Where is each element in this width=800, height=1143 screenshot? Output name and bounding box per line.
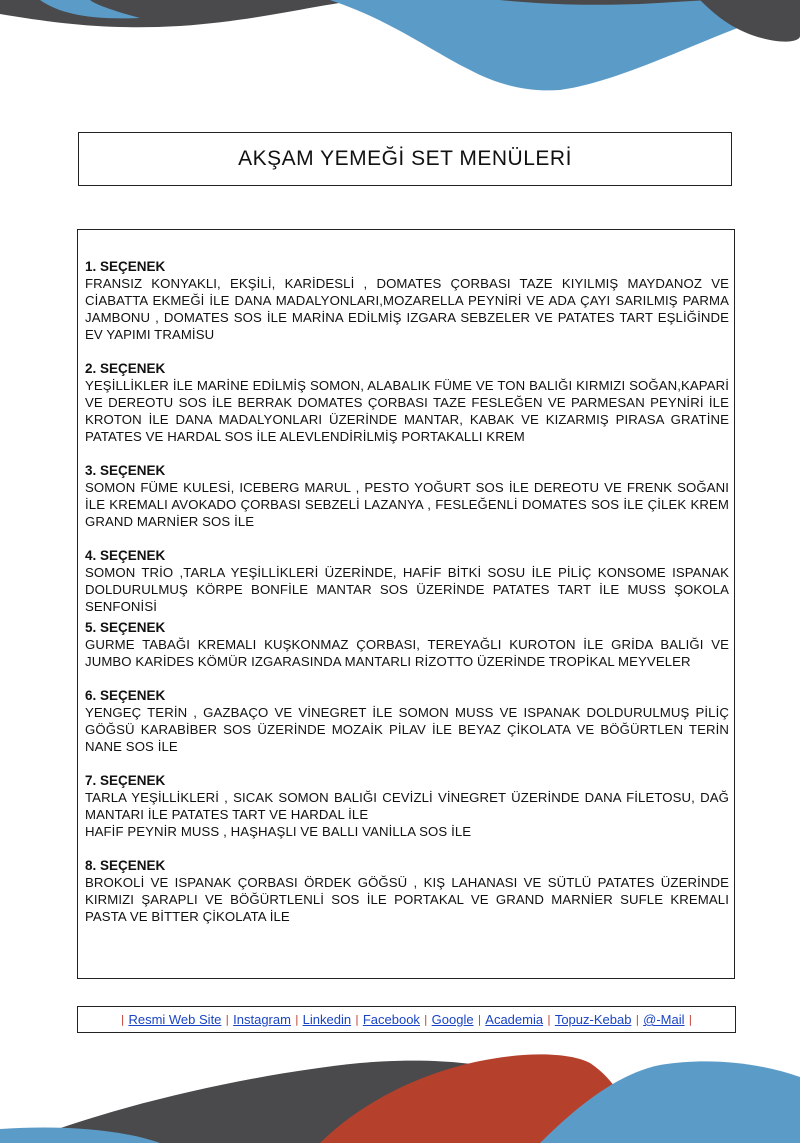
- option-description: YENGEÇ TERİN , GAZBAÇO VE VİNEGRET İLE SOMON MUSS VE ISPANAK DOLDURULMUŞ PİLİÇ GÖĞSÜ KARABİBER SOS ÜZERİNDE MOZAİK PİLAV İLE BEYAZ ÇİKOLATA VE BÖĞÜRTLEN TERİN NANE SOS İLE: [85, 705, 729, 754]
- option-heading: 1. SEÇENEK: [85, 259, 166, 274]
- link-separator: |: [225, 1013, 230, 1026]
- option-description: YEŞİLLİKLER İLE MARİNE EDİLMİŞ SOMON, ALABALIK FÜME VE TON BALIĞI KIRMIZI SOĞAN,KAPARİ VE DEREOTU SOS İLE BERRAK DOMATES ÇORBASI TAZE FESLEĞEN VE PARMESAN PEYNİRİ İLE KROTON İLE DANA MADALYONLARI ÜZERİNDE MANTAR, KABAK VE KIZARMIŞ PIRASA GRATİNE PATATES VE HARDAL SOS İLE ALEVLENDİRİLMİŞ PORTAKALLI KREM: [85, 378, 729, 444]
- link-official-website[interactable]: Resmi Web Site: [128, 1012, 222, 1027]
- menu-option-6: [85, 687, 729, 755]
- option-description: FRANSIZ KONYAKLI, EKŞİLİ, KARİDESLİ , DOMATES ÇORBASI TAZE KIYILMIŞ MAYDANOZ VE CİABATTA EKMEĞİ İLE DANA MADALYONLARI,MOZARELLA PEYNİRİ VE ADA ÇAYI SARILMIŞ PARMA JAMBONU , DOMATES SOS İLE MARİNA EDİLMİŞ IZGARA SEBZELER VE PATATES TART EŞLİĞİNDE EV YAPIMI TRAMİSU: [85, 276, 729, 342]
- link-separator: |: [688, 1013, 693, 1026]
- link-separator: |: [120, 1013, 125, 1026]
- menu-option-8: [85, 857, 729, 925]
- link-separator: |: [294, 1013, 299, 1026]
- link-instagram[interactable]: Instagram: [233, 1012, 291, 1027]
- menu-option-2: [85, 360, 729, 445]
- menu-option-7: [85, 772, 729, 840]
- option-description: SOMON FÜME KULESİ, ICEBERG MARUL , PESTO YOĞURT SOS İLE DEREOTU VE FRENK SOĞANI İLE KREMALI AVOKADO ÇORBASI SEBZELİ LAZANYA , FESLEĞENLİ DOMATES SOS İLE ÇİLEK KREM GRAND MARNİER SOS İLE: [85, 480, 729, 529]
- link-linkedin[interactable]: Linkedin: [302, 1012, 352, 1027]
- option-description-extra: HAFİF PEYNİR MUSS , HAŞHAŞLI VE BALLI VANİLLA SOS İLE: [85, 824, 472, 839]
- option-description: BROKOLİ VE ISPANAK ÇORBASI ÖRDEK GÖĞSÜ , KIŞ LAHANASI VE SÜTLÜ PATATES ÜZERİNDE KIRMIZI ŞARAPLI VE BÖĞÜRTLENLİ SOS İLE PORTAKAL VE GRAND MARNİER SUFLE KREMALI PASTA VE BİTTER ÇİKOLATA İLE: [85, 875, 729, 924]
- link-academia[interactable]: Academia: [485, 1012, 544, 1027]
- link-google[interactable]: Google: [431, 1012, 474, 1027]
- link-facebook[interactable]: Facebook: [362, 1012, 420, 1027]
- option-heading: 6. SEÇENEK: [85, 688, 166, 703]
- footer-decoration: [0, 1033, 800, 1143]
- link-topuz-kebab[interactable]: Topuz-Kebab: [554, 1012, 632, 1027]
- menu-option-4: [85, 547, 729, 615]
- link-separator: |: [423, 1013, 428, 1026]
- link-email[interactable]: @-Mail: [643, 1012, 685, 1027]
- option-heading: 8. SEÇENEK: [85, 858, 166, 873]
- menu-option-3: [85, 462, 729, 530]
- option-description: GURME TABAĞI KREMALI KUŞKONMAZ ÇORBASI, TEREYAĞLI KUROTON İLE GRİDA BALIĞI VE JUMBO KARİDES KÖMÜR IZGARASINDA MANTARLI RİZOTTO ÜZERİNDE TROPİKAL MEYVELER: [85, 637, 729, 669]
- option-heading: 5. SEÇENEK: [85, 620, 166, 635]
- option-heading: 2. SEÇENEK: [85, 361, 166, 376]
- title-box: [78, 132, 732, 186]
- menu-option-5: [85, 619, 729, 670]
- link-separator: |: [635, 1013, 640, 1026]
- option-heading: 4. SEÇENEK: [85, 548, 166, 563]
- menu-options-box: [77, 229, 735, 979]
- footer-link-bar: [77, 1006, 736, 1033]
- header-decoration: [0, 0, 800, 100]
- option-heading: 3. SEÇENEK: [85, 463, 166, 478]
- option-heading: 7. SEÇENEK: [85, 773, 166, 788]
- page-title: AKŞAM YEMEĞİ SET MENÜLERİ: [238, 147, 572, 170]
- option-description: SOMON TRİO ,TARLA YEŞİLLİKLERİ ÜZERİNDE, HAFİF BİTKİ SOSU İLE PİLİÇ KONSOME ISPANAK DOLDURULMUŞ KÖRPE BONFİLE MANTAR SOS ÜZERİNDE PATATES TART İLE MUSS ŞOKOLA SENFONİSİ: [85, 565, 729, 614]
- link-separator: |: [355, 1013, 359, 1026]
- link-separator: |: [547, 1013, 551, 1026]
- link-separator: |: [477, 1013, 482, 1026]
- option-description: TARLA YEŞİLLİKLERİ , SICAK SOMON BALIĞI CEVİZLİ VİNEGRET ÜZERİNDE DANA FİLETOSU, DAĞ MANTARI İLE PATATES TART VE HARDAL İLE: [85, 790, 729, 822]
- menu-option-1: [85, 258, 729, 343]
